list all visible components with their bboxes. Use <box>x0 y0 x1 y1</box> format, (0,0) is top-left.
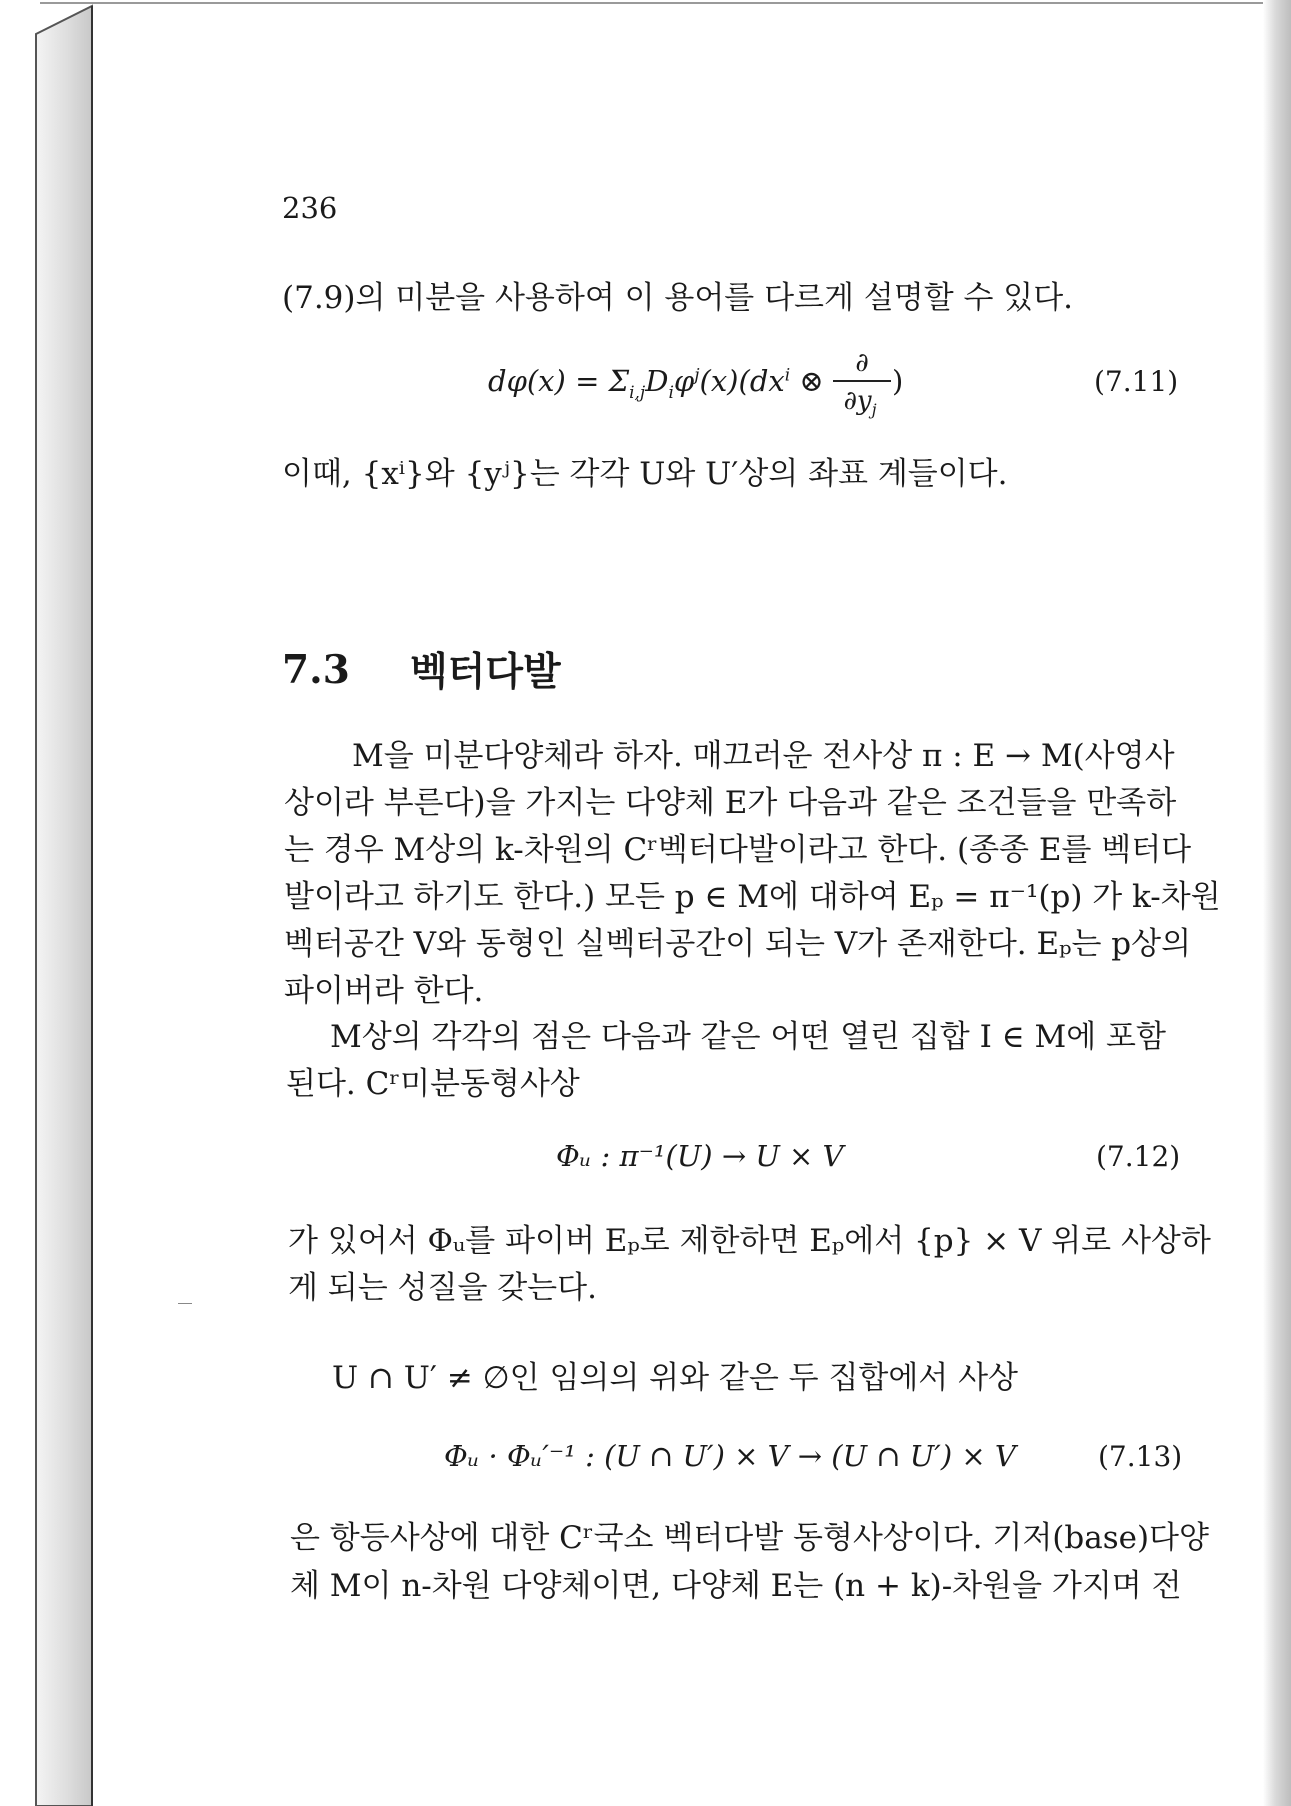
para4-line: U ∩ U′ ≠ ∅인 임의의 위와 같은 두 집합에서 사상 <box>332 1360 1018 1396</box>
para2-line-2: 된다. Cʳ미분동형사상 <box>286 1066 580 1102</box>
eq-7-11-frac-denominator: $\partial y_j$ <box>843 386 877 420</box>
para3-line-2: 게 되는 성질을 갖는다. <box>288 1270 597 1306</box>
equation-7-12: Φᵤ : π⁻¹(U) → U × V <box>556 1139 844 1173</box>
scan-mark <box>178 1303 192 1304</box>
eq-7-11-number: (7.11) <box>1094 365 1179 398</box>
para2-line-1: M상의 각각의 점은 다음과 같은 어떤 열린 집합 I ∈ M에 포함 <box>330 1019 1166 1055</box>
eq-7-11-lhs: $d\varphi(x) = \Sigma_{i,j}D_i\varphi^j(x)(dx^i$ ⊗ <box>488 364 824 403</box>
para1-line-3: 는 경우 M상의 k-차원의 Cʳ벡터다발이라고 한다. (종종 E를 벡터다 <box>284 832 1192 868</box>
section-number: 7.3 <box>282 647 350 693</box>
page-number: 236 <box>282 191 338 225</box>
para1-line-4: 발이라고 하기도 한다.) 모든 p ∈ M에 대하여 Eₚ = π⁻¹(p) 가 k-차원 <box>284 879 1221 915</box>
coordinate-line: 이때, {xⁱ}와 {yʲ}는 각각 U와 U′상의 좌표 계들이다. <box>282 456 1008 492</box>
page-top-edge <box>40 2 1270 4</box>
book-spine <box>0 0 95 1806</box>
page-right-shadow <box>1263 0 1291 1806</box>
para1-line-6: 파이버라 한다. <box>284 973 484 1009</box>
para1-line-5: 벡터공간 V와 동형인 실벡터공간이 되는 V가 존재한다. Eₚ는 p상의 <box>284 926 1192 962</box>
para5-line-2: 체 M이 n-차원 다양체이면, 다양체 E는 (n + k)-차원을 가지며 전 <box>290 1568 1182 1604</box>
eq-7-11-fraction-bar <box>833 380 891 382</box>
intro-line: (7.9)의 미분을 사용하여 이 용어를 다르게 설명할 수 있다. <box>282 280 1074 316</box>
eq-7-11-close: ) <box>892 364 904 398</box>
equation-7-13: Φᵤ · Φᵤ′⁻¹ : (U ∩ U′) × V → (U ∩ U′) × V <box>444 1439 1016 1473</box>
eq-7-11-frac-numerator: ∂ <box>855 348 869 378</box>
eq-7-13-number: (7.13) <box>1098 1440 1183 1473</box>
para5-line-1: 은 항등사상에 대한 Cʳ국소 벡터다발 동형사상이다. 기저(base)다양 <box>290 1520 1209 1556</box>
para1-line-1: M을 미분다양체라 하자. 매끄러운 전사상 π : E → M(사영사 <box>352 738 1175 774</box>
section-title: 벡터다발 <box>410 649 561 695</box>
eq-7-12-number: (7.12) <box>1096 1140 1181 1173</box>
para3-line-1: 가 있어서 Φᵤ를 파이버 Eₚ로 제한하면 Eₚ에서 {p} × V 위로 사상하 <box>288 1223 1211 1259</box>
para1-line-2: 상이라 부른다)을 가지는 다양체 E가 다음과 같은 조건들을 만족하 <box>284 785 1177 821</box>
